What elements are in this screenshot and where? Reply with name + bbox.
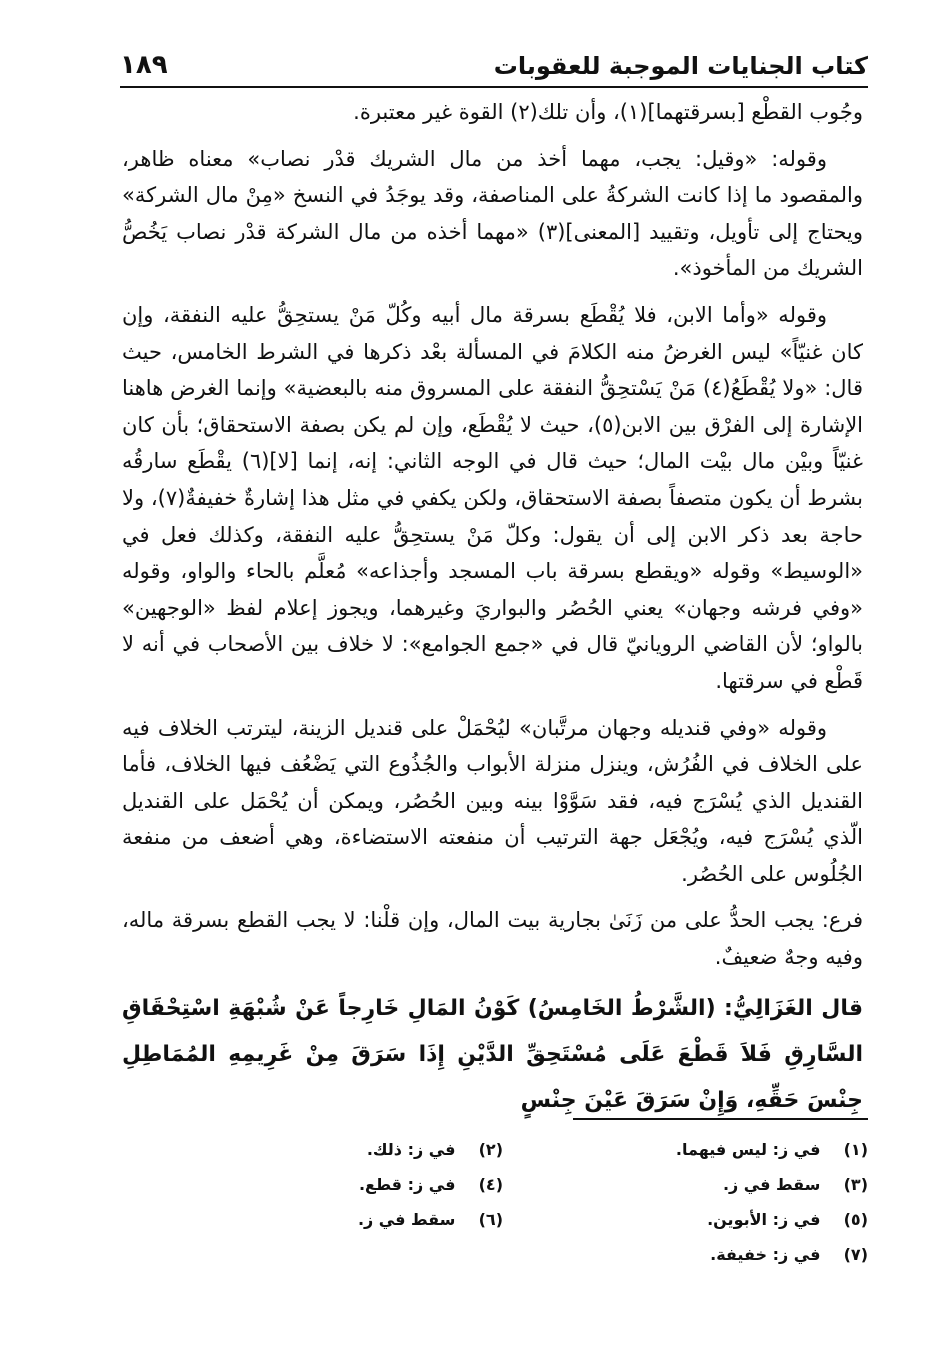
footnotes-even	[358, 1132, 503, 1237]
paragraph-quote: قال الغَزَالِيُّ: (الشَّرْطُ الخَامِسُ) كَوْنُ المَالِ خَارِجاً عَنْ شُبْهَةِ اسْتِحْقَاقِ السَّارِقِ فَلاَ قَطْعَ عَلَى مُسْتَحِقِّ الدَّيْنِ إِذَا سَرَقَ مِنْ غَرِيمِهِ المُمَاطِلِ جِنْسَ حَقِّهِ، وَإِنْ سَرَقَ عَيْنَ جِنْسٍ	[122, 995, 863, 1113]
paragraph-3: وقوله «وأما الابن، فلا يُقْطَع بسرقة مال أبيه وكُلّ مَنْ يستحِقُّ عليه النفقة، وإن كان غنيّاً» ليس الغرضُ منه الكلامَ في المسألة بعْد ذكرها في الشرط الخامس، حيث قال: «ولا يُقْطَعُ(٤) مَنْ يَسْتحِقُّ النفقة على المسروق منه بالبعضية» وإنما الغرض هاهنا الإشارة إلى الفرْق بين الابن(٥)، حيث لا يُقْطَع، وإن لم يكن بصفة الاستحقاق؛ بأن كان غنيّاً وبيْن مال بيْت المال؛ حيث قال في الوجه الثاني: إنه، إنما [لا](٦) يقْطَع سارقُه بشرط أن يكون متصفاً بصفة الاستحقاق، ولكن يكفي في مثل هذا إشارةٌ خفيفةٌ(٧)، ولا حاجة بعد ذكر الابن إلى أن يقول: وكلّ مَنْ يستحِقُّ عليه النفقة، وكذلك فعل في «الوسيط» وقوله «ويقطع بسرقة باب المسجد وأجذاعه» مُعلَّم بالحاء والواو، وقوله «وفي فرشه وجهان» يعني الحُصُر والبواريَ وغيرهما، ويجوز إعلام لفظ «الوجهين» بالواو؛ لأن القاضي الرويانيّ قال في «جمع الجوامع»: لا خلاف بين الأصحاب في أنه لا قَطْع في سرقتها.	[122, 302, 864, 693]
paragraph-1: وجُوب القطْع [بسرقتهما](١)، وأن تلك(٢) القوة غير معتبرة.	[353, 100, 863, 124]
footnote-7: (٧) في ز: خفيفة.	[710, 1245, 868, 1264]
footnote-4: (٤) في ز: قطع.	[358, 1175, 503, 1194]
footnotes-odd	[676, 1132, 868, 1272]
footnote-1: (١) في ز: ليس فيهما.	[675, 1140, 868, 1159]
paragraph-2: وقوله: «وقيل: يجب، مهما أخذ من مال الشريك قدْر نصاب» معناه ظاهر، والمقصود ما إذا كانت الشركةُ على المناصفة، وقد يوجَدُ في النسخ «مِنْ مال الشركة» ويحتاج إلى تأويل، وتقييد [المعنى](٣) «مهما أخذه من مال الشركة قدْر نصاب يَخُصُّ الشريك من المأخوذ».	[122, 146, 863, 281]
paragraph-4: وقوله «وفي قنديله وجهان مرتَّبان» ليُحْمَلْ على قنديل الزينة، ليترتب الخلاف فيه على الخلاف في الفُرُش، وينزل منزلة الأبواب والجُذُوع التي يَضْعُف فيها الخلاف، فأما القنديل الذي يُسْرَج فيه، فقد سَوَّوْا بينه وبين الحُصُر، ويمكن أن يُحْمَل على القنديل الّذي يُسْرَج فيه، ويُجْعَل جهة الترتيب أن منفعته الاستضاءة، وهي أضعف من منفعة الجُلُوس على الحُصُر.	[122, 715, 863, 886]
footnote-2: (٢) في ز: ذلك.	[366, 1140, 503, 1159]
footnote-5: (٥) في ز: الأبوين.	[707, 1210, 868, 1229]
book-title: كتاب الجنايات الموجبة للعقوبات	[493, 52, 868, 80]
footnote-3: (٣) سقط في ز.	[722, 1175, 868, 1194]
footnote-6: (٦) سقط في ز.	[357, 1210, 503, 1229]
footnote-separator	[573, 1118, 868, 1120]
main-text	[122, 94, 863, 1134]
page-number: ١٨٩	[120, 50, 168, 80]
running-header	[120, 30, 868, 88]
paragraph-branch: فرع: يجب الحدُّ على من زَنَىٰ بجارية بيت المال، وإن قلْنا: لا يجب القطع بسرقة ماله، وفيه وجهٌ ضعيفٌ.	[122, 908, 863, 970]
